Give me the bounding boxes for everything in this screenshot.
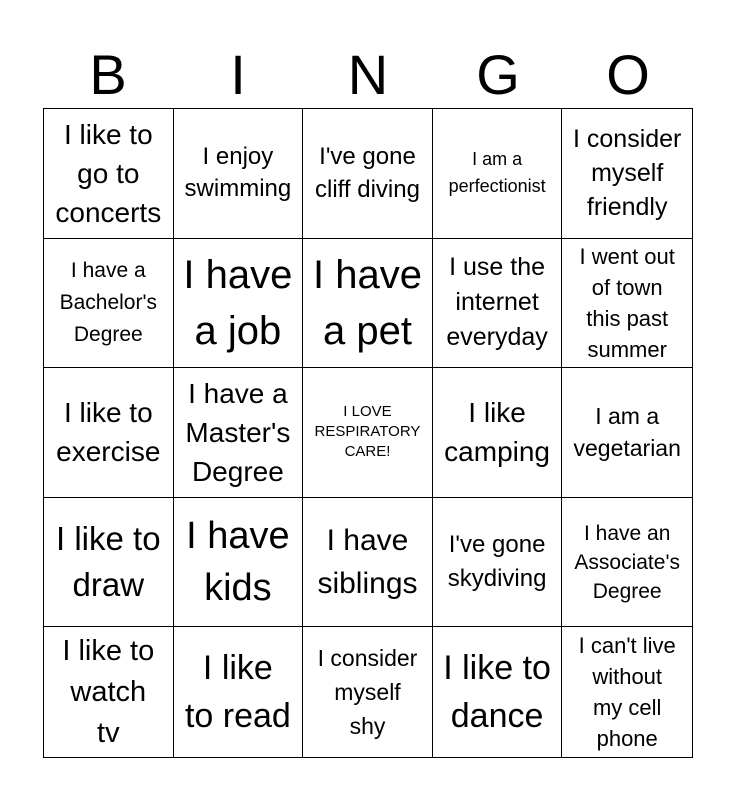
cell-text: I have a pet: [313, 252, 422, 353]
cell-text: I LOVE RESPIRATORY CARE!: [314, 403, 421, 461]
cell-text: I like to go to concerts: [55, 118, 162, 228]
cell-text: I've gone cliff diving: [315, 143, 420, 204]
cell-text: I have kids: [186, 515, 290, 610]
bingo-cell[interactable]: [433, 239, 563, 369]
cell-text: I like to read: [184, 649, 291, 736]
cell-text: I like to exercise: [56, 397, 161, 468]
bingo-cell[interactable]: [562, 627, 692, 757]
bingo-cell[interactable]: [303, 627, 433, 757]
header-letter-o: O: [606, 43, 650, 106]
header-letter-g: G: [476, 43, 520, 106]
cell-text: I like to draw: [56, 520, 161, 604]
free-space-cell[interactable]: [303, 368, 433, 498]
cell-text: I use the internet everyday: [446, 253, 548, 352]
header-letter-n: N: [347, 43, 389, 106]
cell-text: I am a vegetarian: [573, 403, 681, 462]
cell-text: I've gone skydiving: [447, 531, 547, 593]
bingo-cell[interactable]: [174, 109, 304, 239]
header-letter-b: B: [89, 43, 127, 106]
bingo-cell[interactable]: [303, 239, 433, 369]
cell-text: I consider myself shy: [317, 645, 418, 740]
bingo-cell[interactable]: [433, 109, 563, 239]
bingo-cell[interactable]: [433, 368, 563, 498]
cell-text: I can't live without my cell phone: [578, 633, 676, 752]
bingo-cell[interactable]: [44, 109, 174, 239]
cell-text: I went out of town this past summer: [579, 243, 675, 362]
bingo-cell[interactable]: [44, 627, 174, 757]
cell-text: I enjoy swimming: [184, 143, 292, 203]
cell-text: I have a Master's Degree: [185, 377, 291, 487]
cell-text: I have an Associate's Degree: [574, 521, 680, 603]
bingo-cell[interactable]: [44, 368, 174, 498]
bingo-cell[interactable]: [44, 239, 174, 369]
bingo-cell[interactable]: [433, 627, 563, 757]
bingo-cell[interactable]: [562, 239, 692, 369]
bingo-cell[interactable]: [44, 498, 174, 628]
bingo-cell[interactable]: [562, 109, 692, 239]
bingo-cell[interactable]: [562, 498, 692, 628]
bingo-card: [43, 108, 693, 758]
cell-text: I like camping: [444, 397, 551, 468]
cell-text: I have a job: [183, 252, 293, 353]
cell-text: I consider myself friendly: [573, 125, 682, 222]
cell-text: I have a Bachelor's Degree: [59, 258, 157, 346]
bingo-cell[interactable]: [174, 498, 304, 628]
cell-text: I like to dance: [443, 649, 551, 736]
header-letter-i: I: [230, 43, 246, 106]
bingo-header: [43, 42, 693, 108]
cell-text: I like to watch tv: [62, 634, 155, 749]
bingo-cell[interactable]: [303, 498, 433, 628]
cell-text: I have siblings: [317, 524, 418, 601]
bingo-cell[interactable]: [174, 368, 304, 498]
bingo-cell[interactable]: [303, 109, 433, 239]
cell-text: I am a perfectionist: [448, 149, 546, 197]
bingo-cell[interactable]: [174, 627, 304, 757]
bingo-cell[interactable]: [433, 498, 563, 628]
bingo-cell[interactable]: [562, 368, 692, 498]
bingo-cell[interactable]: [174, 239, 304, 369]
